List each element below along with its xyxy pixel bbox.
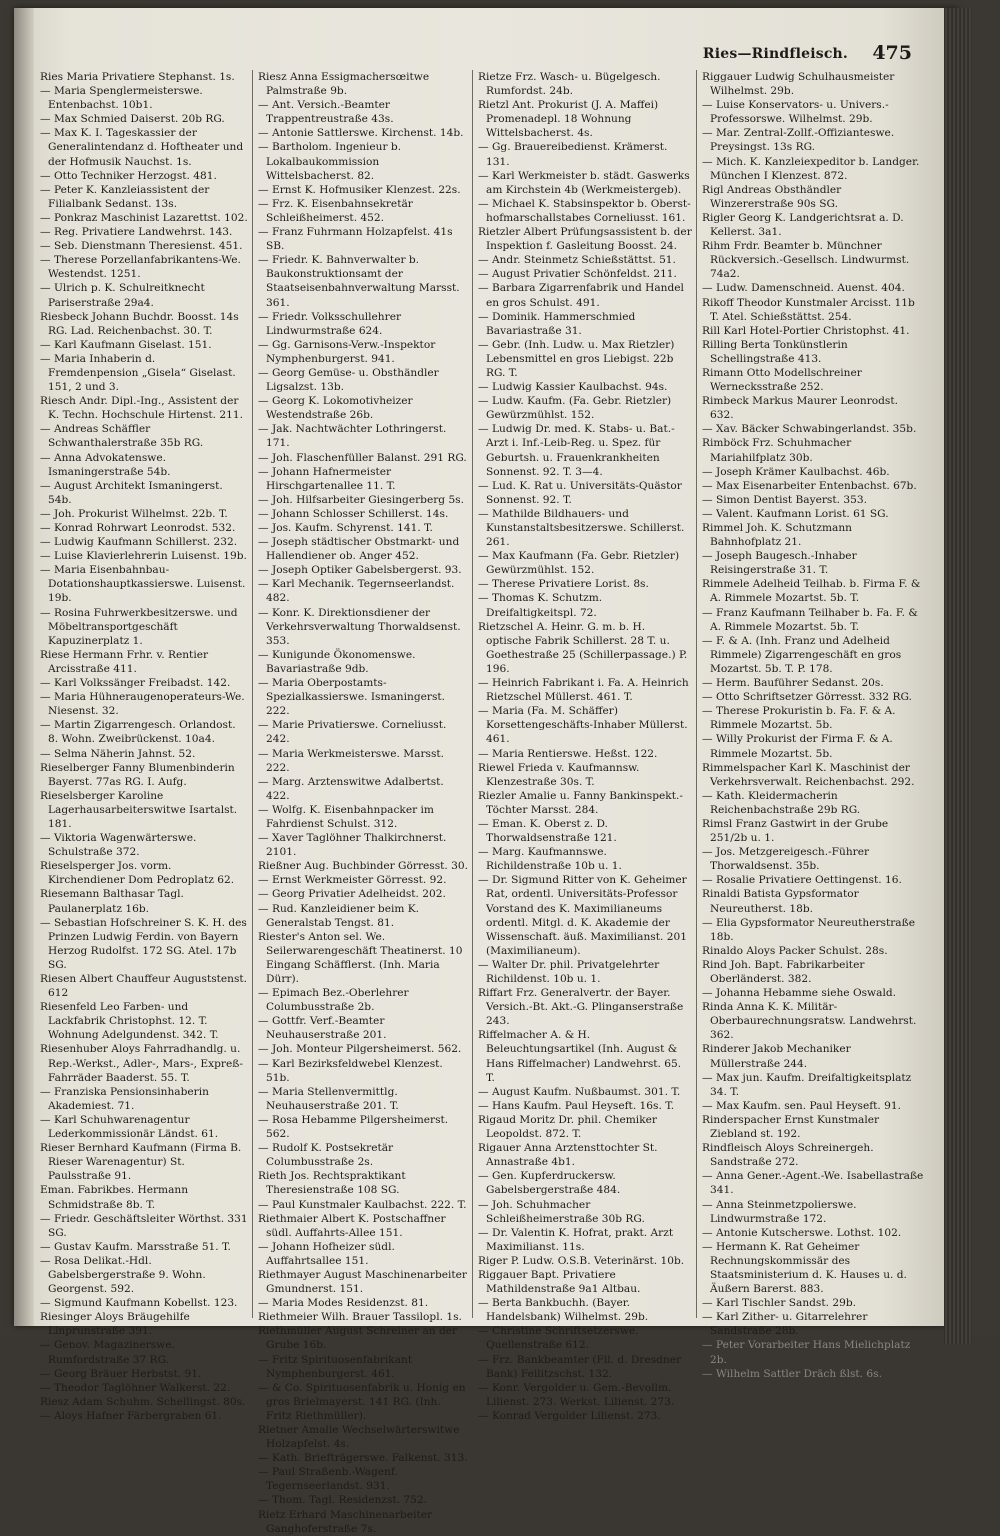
directory-entry: — Franziska Pensionsinhaberin Akademiest. 71. [40,1085,209,1112]
directory-entry: — Lud. K. Rat u. Universitäts-Quästor Sonnenst. 92. T. [478,479,682,506]
directory-entry: Eman. Fabrikbes. Hermann Schmidstraße 8b. T. [40,1184,189,1211]
directory-entry: — Paul Kunstmaler Kaulbachst. 222. T. [258,1198,467,1211]
directory-entry: — Konrad Rohrwart Leonrodst. 532. [40,522,236,534]
directory-entry: — Gen. Kupferdruckersw. Gabelsbergerstraße 484. [478,1170,621,1197]
directory-entry: — Therese Privatiere Lorist. 8s. [478,578,649,591]
directory-entry: — Rosa Hebamme Pilgersheimerst. 562. [258,1113,449,1141]
directory-entry: — Joh. Monteur Pilgersheimerst. 562. [258,1043,462,1056]
directory-entry: — Anna Steinmetzpolierswe. Lindwurmstraße 172. [702,1198,857,1225]
directory-entry: — Valent. Kaufmann Lorist. 61 SG. [702,507,889,520]
directory-columns [40,70,972,1535]
column-1 [40,70,248,1422]
directory-entry: — Georg Privatier Adelheidst. 202. [258,888,446,901]
directory-entry: — Max jun. Kaufm. Dreifaltigkeitsplatz 34. T. [702,1071,912,1098]
directory-entry: — Andr. Steinmetz Schießstättst. 51. [478,254,676,267]
directory-entry: — Ludwig Dr. med. K. Stabs- u. Bat.-Arzt i. Inf.-Leib-Reg. u. Spez. für Geburtsh. u. Frauenkrankheiten Sonnenst. 92. T. 3—4. [478,423,675,478]
directory-entry: — Karl Mechanik. Tegernseerlandst. 482. [258,578,455,605]
directory-entry: Rinda Anna K. K. Militär-Oberbaurechnungsratsw. Landwehrst. 362. [702,1001,917,1042]
directory-entry: — Otto Schriftsetzer Görresst. 332 RG. [702,691,912,704]
directory-entry: — Rosalie Privatiere Oettingenst. 16. [702,874,902,887]
directory-entry: — Maria Stellenvermittlg. Neuhauserstraße 201. T. [258,1085,399,1112]
directory-entry: Riethmüller August Schreiner an der Grube 16b. [258,1325,458,1352]
directory-entry: — Karl Bezirksfeldwebel Klenzest. 51b. [258,1057,443,1084]
directory-entry: Rindfleisch Aloys Schreinergeh. Sandstraße 272. [702,1142,874,1169]
directory-entry: — Max Schmied Daiserst. 20b RG. [40,113,225,126]
directory-entry: — Therese Porzellanfabrikantens-We. Westendst. 1251. [40,254,241,281]
directory-entry: — Karl Kaufmann Giselast. 151. [40,338,212,351]
directory-entry: — Maria Oberpostamts-Spezialkassierswe. Ismaningerst. 222. [258,677,446,718]
directory-entry: — Ludwig Kaufmann Schillerst. 232. [40,536,238,549]
directory-entry: Rill Karl Hotel-Portier Christophst. 41. [702,324,910,337]
column-3 [478,70,692,1422]
directory-entry: Riesemann Balthasar Tagl. Paulanerplatz 16b. [40,888,184,915]
directory-entry: Rinaldo Aloys Packer Schulst. 28s. [702,944,888,957]
directory-entry: Rigauer Anna Arztensttochter St. Annastraße 4b1. [478,1142,658,1169]
page-gutter [14,8,34,1326]
directory-entry: — Dr. Valentin K. Hofrat, prakt. Arzt Maximilianst. 11s. [478,1226,674,1253]
directory-entry: — Johann Hafnermeister Hirschgartenallee 11. T. [258,465,396,492]
directory-entry: Riethmeier Wilh. Brauer Tassilopl. 1s. [258,1311,462,1324]
directory-entry: Riethmayer August Maschinenarbeiter Gmundnerst. 151. [258,1268,467,1296]
directory-entry: — Dr. Sigmund Ritter von K. Geheimer Rat, ordentl. Universitäts-Professor Vorstand des K. Maximilianeums ordentl. Mitgl. d. K. Akademie der Wissenschaft. äuß. Maximilianst. 201 (Maximilianeum). [478,874,687,957]
directory-entry: Rieser Bernhard Kaufmann (Firma B. Rieser Warenagentur) St. Paulsstraße 91. [40,1142,242,1183]
directory-entry: Rinderer Jakob Mechaniker Müllerstraße 244. [702,1043,851,1070]
directory-entry: — & Co. Spirituosenfabrik u. Honig en gros Brielmayerst. 141 RG. (Inh. Fritz Riethmüller). [258,1381,466,1422]
directory-entry: — Friedr. K. Bahnverwalter b. Baukonstruktionsamt der Staatseisenbahnverwaltung Marsst. 361. [258,254,460,309]
directory-entry: — Ernst K. Hofmusiker Klenzest. 22s. [258,183,461,196]
directory-entry: — Maria Spenglermeisterswe. Entenbachst. 10b1. [40,85,203,112]
directory-entry: — Mathilde Bildhauers- und Kunstanstaltsbesitzerswe. Schillerst. 261. [478,507,685,549]
directory-entry: — Dominik. Hammerschmied Bavariastraße 31. [478,310,636,337]
directory-entry: — Karl Schuhwarenagentur Lederkommissionär Ländst. 61. [40,1113,219,1141]
directory-entry: Riesch Andr. Dipl.-Ing., Assistent der K. Techn. Hochschule Hirtenst. 211. [40,395,243,422]
directory-entry: — Max Eisenarbeiter Entenbachst. 67b. [702,479,917,492]
directory-entry: Rigaud Moritz Dr. phil. Chemiker Leopoldst. 872. T. [478,1113,657,1141]
directory-entry: Riewel Frieda v. Kaufmannsw. Klenzestraße 30s. T. [478,761,640,788]
directory-entry: Rießner Aug. Buchbinder Görresst. 30. [258,860,469,873]
directory-entry: Riesenfeld Leo Farben- und Lackfabrik Christophst. 12. T. Wohnung Adelgundenst. 342. T. [40,1001,219,1042]
directory-entry: — Michael K. Stabsinspektor b. Oberst-hofmarschallstabes Corneliusst. 161. [478,197,691,224]
directory-entry: — Rudolf K. Postsekretär Columbusstraße 2s. [258,1142,394,1169]
directory-entry: Riesz Anna Essigmachersœitwe Palmstraße 9b. [258,71,430,98]
directory-entry: — Sebastian Hofschreiner S. K. H. des Prinzen Ludwig Ferdin. von Bayern Herzog Rudolfst. 172 SG. Atel. 17b SG. [40,916,247,971]
directory-entry: — Marg. Kaufmannswe. Richildenstraße 10b u. 1. [478,846,622,873]
directory-entry: Rietzschel A. Heinr. G. m. b. H. optische Fabrik Schillerst. 28 T. u. Goethestraße 25 (Schillerpassage.) P. 196. [478,620,688,675]
directory-entry: — Antonie Sattlerswe. Kirchenst. 14b. [258,127,464,140]
directory-entry: — Joseph Krämer Kaulbachst. 46b. [702,465,890,478]
directory-entry: — Martin Zigarrengesch. Orlandost. 8. Wohn. Zweibrückenst. 10a4. [40,719,236,746]
directory-entry: — Karl Volkssänger Freibadst. 142. [40,677,231,690]
directory-entry: — Joh. Prokurist Wilhelmst. 22b. T. [40,507,228,520]
directory-entry: Rigler Georg K. Landgerichtsrat a. D. Kellerst. 3a1. [702,211,904,239]
directory-entry: — Wolfg. K. Eisenbahnpacker im Fahrdienst Schulst. 312. [258,803,434,830]
directory-entry: — Eman. K. Oberst z. D. Thorwaldsenstraße 121. [478,817,617,845]
directory-entry: — Maria Werkmeisterswe. Marsst. 222. [258,747,445,774]
directory-entry: — Johann Schlosser Schillerst. 14s. [258,507,449,520]
directory-entry: — Selma Näherin Jahnst. 52. [40,747,196,760]
directory-entry: — Ant. Versich.-Beamter Trappentreustraße 43s. [258,99,394,126]
directory-entry: — Thomas K. Schutzm. Dreifaltigkeitspl. 72. [478,592,603,619]
directory-entry: — Karl Werkmeister b. städt. Gaswerks am Kirchstein 4b (Werkmeistergeb). [478,169,690,196]
directory-entry: — Maria Modes Residenzst. 81. [258,1297,429,1310]
directory-entry: — Konrad Vergolder Lilienst. 273. [478,1409,661,1422]
directory-entry: — Georg K. Lokomotivheizer Westendstraße 26b. [258,395,413,422]
directory-entry: — Theodor Taglöhner Walkerst. 22. [40,1381,231,1394]
directory-entry: Rimsl Franz Gastwirt in der Grube 251/2b u. 1. [702,817,889,845]
directory-entry: — August Kaufm. Nußbaumst. 301. T. [478,1085,681,1098]
directory-entry: Riggauer Bapt. Privatiere Mathildenstraße 9a1 Altbau. [478,1268,641,1296]
directory-entry: — Therese Prokuristin b. Fa. F. & A. Rimmele Mozartst. 5b. [702,705,896,732]
directory-entry: — Rosina Fuhrwerkbesitzerswe. und Möbeltransportgeschäft Kapuzinerplatz 1. [40,606,238,647]
directory-entry: — Friedr. Volksschullehrer Lindwurmstraße 624. [258,310,402,337]
directory-entry: Riester's Anton sel. We. Seilerwarengeschäft Theatinerst. 10 Eingang Schäfflerst. (Inh. Maria Dürr). [258,930,463,985]
running-title: Ries—Rindfleisch. [702,46,848,62]
directory-entry: — Gustav Kaufm. Marsstraße 51. T. [40,1240,231,1253]
page-number: 475 [872,42,912,64]
directory-entry: — Reg. Privatiere Landwehrst. 143. [40,226,233,239]
directory-entry: — Heinrich Fabrikant i. Fa. A. Heinrich Rietzschel Müllerst. 461. T. [478,677,689,704]
directory-entry: — Walter Dr. phil. Privatgelehrter Richildenst. 10b u. 1. [478,958,660,985]
directory-entry: — Thom. Tagl. Residenzst. 752. [258,1494,428,1507]
column-divider [252,70,253,1318]
directory-entry: — Joh. Flaschenfüller Balanst. 291 RG. [258,451,467,464]
directory-entry: Rigl Andreas Obsthändler Winzererstraße 90s SG. [702,183,842,210]
directory-entry: — Viktoria Wagenwärterswe. Schulstraße 372. [40,832,197,859]
directory-entry: — Andreas Schäffler Schwanthalerstraße 35b RG. [40,423,204,450]
directory-entry: — Johanna Hebamme siehe Oswald. [702,987,896,1000]
directory-entry: — Johann Hofheizer südl. Auffahrtsallee 151. [258,1240,395,1267]
directory-entry: — Herm. Bauführer Sedanst. 20s. [702,677,884,690]
directory-entry: — Fritz Spirituosenfabrikant Nymphenburgerst. 461. [258,1353,413,1380]
directory-entry: Rinaldi Batista Gypsformator Neureutherst. 18b. [702,888,859,915]
column-divider [696,70,697,1318]
directory-entry: — Ludw. Damenschneid. Auenst. 404. [702,282,905,295]
directory-entry: — Joh. Hilfsarbeiter Giesingerberg 5s. [258,493,464,506]
directory-entry: — Otto Techniker Herzogst. 481. [40,169,217,182]
directory-entry: — Hermann K. Rat Geheimer Rechnungskommissär des Staatsministerium d. K. Hauses u. d. Äußern Barerst. 883. [702,1240,907,1296]
directory-entry: — Konr. K. Direktionsdiener der Verkehrsverwaltung Thorwaldsenst. 353. [258,606,461,647]
directory-entry: Rinderspacher Ernst Kunstmaler Ziebland st. 192. [702,1113,880,1141]
directory-entry: — Rosa Delikat.-Hdl. Gabelsbergerstraße 9. Wohn. Georgenst. 592. [40,1254,206,1296]
directory-entry: — Gg. Garnisons-Verw.-Inspektor Nymphenburgerst. 941. [258,338,436,365]
directory-entry: Riesen Albert Chauffeur Auguststenst. 612 [40,973,248,1000]
directory-entry: Rieth Jos. Rechtspraktikant Theresienstraße 108 SG. [258,1170,406,1197]
directory-entry: Rimann Otto Modellschreiner Wernecksstraße 252. [702,366,862,394]
directory-entry: — Karl Tischler Sandst. 29b. [702,1297,856,1310]
directory-entry: — August Privatier Schönfeldst. 211. [478,268,677,281]
directory-entry: — Mar. Zentral-Zollf.-Offizianteswe. Preysingst. 13s RG. [702,127,895,154]
directory-entry: Rimmel Joh. K. Schutzmann Bahnhofplatz 21. [702,522,852,549]
directory-entry: — Peter Vorarbeiter Hans Mielichplatz 2b. [702,1339,911,1366]
directory-entry: — Luise Klavierlehrerin Luisenst. 19b. [40,550,247,563]
directory-entry: Riggauer Ludwig Schulhausmeister Wilhelmst. 29b. [702,71,895,98]
directory-entry: — Xav. Bäcker Schwabingerlandst. 35b. [702,423,917,436]
directory-entry: — Kunigunde Ökonomenswe. Bavariastraße 9db. [258,648,416,675]
directory-entry: — Joseph Baugesch.-Inhaber Reisingerstraße 31. T. [702,550,857,577]
column-divider [472,70,473,1318]
directory-entry: — Simon Dentist Bayerst. 353. [702,493,867,506]
directory-entry: Riese Hermann Frhr. v. Rentier Arcisstraße 411. [40,648,209,675]
directory-entry: — Maria Rentierswe. Heßst. 122. [478,747,658,760]
directory-entry: Ries Maria Privatiere Stephanst. 1s. [40,71,235,83]
directory-entry: — Genov. Magazinerswe. Rumfordstraße 37 RG. [40,1339,175,1366]
directory-entry: — Frz. Bankbeamter (Fil. d. Dresdner Bank) Feilitzschst. 132. [478,1353,682,1380]
directory-entry: — Franz Fuhrmann Holzapfelst. 41s SB. [258,226,453,253]
directory-entry: — Xaver Taglöhner Thalkirchnerst. 2101. [258,832,447,859]
page-header [14,42,958,72]
directory-entry: — Georg Gemüse- u. Obsthändler Ligsalzst. 13b. [258,366,439,394]
directory-entry: — Joh. Schuhmacher Schleißheimerstraße 30b RG. [478,1198,645,1225]
directory-entry: — Max K. I. Tageskassier der Generalintendanz d. Hoftheater und der Hofmusik Nauchst. 1s. [40,127,244,168]
book-page [14,8,958,1535]
column-2 [258,70,469,1535]
directory-entry: — Maria (Fa. M. Schäffer) Korsettengeschäfts-Inhaber Müllerst. 461. [478,705,688,746]
directory-entry: — Gebr. (Inh. Ludw. u. Max Rietzler) Lebensmittel en gros Liebigst. 22b RG. T. [478,338,675,379]
directory-entry: Rikoff Theodor Kunstmaler Arcisst. 11b T. Atel. Schießstättst. 254. [702,296,915,323]
directory-entry: Rimmele Adelheid Teilhab. b. Firma F. & A. Rimmele Mozartst. 5b. T. [702,578,921,605]
directory-entry: Rimmelspacher Karl K. Maschinist der Verkehrsverwalt. Reichenbachst. 292. [702,761,915,788]
directory-entry: — Christine Schriftsetzerswe. Quellenstraße 612. [478,1325,639,1352]
directory-entry: — Max Kaufmann (Fa. Gebr. Rietzler) Gewürzmühlst. 152. [478,550,680,577]
directory-entry: — Gg. Brauereibedienst. Krämerst. 131. [478,141,668,168]
directory-entry: Rind Joh. Bapt. Fabrikarbeiter Oberländerst. 382. [702,958,865,985]
directory-entry: — Frz. K. Eisenbahnsekretär Schleißheimerst. 452. [258,197,413,224]
directory-entry: — Konr. Vergolder u. Gem.-Bevollm. Lilienst. 273. Werkst. Lilienst. 273. [478,1381,675,1408]
directory-entry: — Maria Inhaberin d. Fremdenpension „Gisela“ Giselast. 151, 2 und 3. [40,352,236,394]
directory-entry: — Ponkraz Maschinist Lazarettst. 102. [40,211,248,224]
directory-entry: — Kath. Briefträgerswe. Falkenst. 313. [258,1452,468,1465]
directory-entry: — Epimach Bez.-Oberlehrer Columbusstraße 2b. [258,987,409,1014]
directory-entry: — Antonie Kutscherswe. Lothst. 102. [702,1226,902,1239]
directory-entry: Riezler Amalie u. Fanny Bankinspekt.-Töchter Marsst. 284. [478,789,683,816]
directory-entry: — Karl Zither- u. Gitarrelehrer Sandstraße 28b. [702,1311,868,1338]
directory-entry: Riesz Adam Schuhm. Schellingst. 80s. [40,1395,246,1408]
directory-entry: Riesbeck Johann Buchdr. Boosst. 14s RG. Lad. Reichenbachst. 30. T. [40,310,239,337]
directory-entry: — Seb. Dienstmann Theresienst. 451. [40,240,243,253]
directory-entry: — Peter K. Kanzleiassistent der Filialbank Sedanst. 13s. [40,183,210,210]
directory-entry: — Ludw. Kaufm. (Fa. Gebr. Rietzler) Gewürzmühlst. 152. [478,395,672,422]
directory-entry: — Rud. Kanzleidiener beim K. Generalstab Tengst. 81. [258,902,420,929]
directory-entry: — Berta Bankbuchh. (Bayer. Handelsbank) Wilhelmst. 29b. [478,1297,649,1324]
directory-entry: — Joseph Optiker Gabelsbergerst. 93. [258,564,462,577]
directory-entry: — Aloys Hafner Färbergraben 61. [40,1409,222,1422]
directory-entry: Rilling Berta Tonkünstlerin Schellingstraße 413. [702,338,848,365]
directory-entry: Rieselsperger Jos. vorm. Kirchendiener Dom Pedroplatz 62. [40,860,235,887]
directory-entry: — Luise Konservators- u. Univers.-Professorswe. Wilhelmst. 29b. [702,99,889,126]
directory-entry: — Barbara Zigarrenfabrik und Handel en gros Schulst. 491. [478,282,684,309]
directory-entry: Riffelmacher A. & H. Beleuchtungsartikel (Inh. August & Hans Riffelmacher) Landwehrst. 65. T. [478,1029,682,1084]
directory-entry: — Paul Straßenb.-Wagenf. Tegernseerlandst. 931. [258,1466,398,1493]
directory-entry: — Jos. Metzgereigesch.-Führer Thorwaldsenst. 35b. [702,846,870,873]
directory-entry: Riesinger Aloys Bräugehilfe Linprunstraße 391. [40,1311,190,1338]
directory-entry: Rietzl Ant. Prokurist (J. A. Maffei) Promenadepl. 18 Wohnung Wittelsbacherst. 4s. [478,99,659,140]
directory-entry: Riesenhuber Aloys Fahrradhandlg. u. Rep.-Werkst., Adler-, Mars-, Expreß-Fahrräder Baaderst. 55. T. [40,1043,243,1084]
directory-entry: — Maria Eisenbahnbau-Dotationshauptkassierswe. Luisenst. 19b. [40,564,246,605]
directory-entry: — Bartholom. Ingenieur b. Lokalbaukommission Wittelsbacherst. 82. [258,141,402,182]
directory-entry: — Jak. Nachtwächter Lothringerst. 171. [258,423,447,450]
directory-entry: — August Architekt Ismaningerst. 54b. [40,479,223,506]
directory-entry: Rietze Frz. Wasch- u. Bügelgesch. Rumfordst. 24b. [478,71,661,98]
column-4 [702,70,924,1380]
directory-entry: — Ulrich p. K. Schulreitknecht Pariserstraße 29a4. [40,282,205,309]
directory-entry: Rietz Erhard Maschinenarbeiter Ganghoferstraße 7s. [258,1508,433,1535]
directory-entry: Rieselberger Fanny Blumenbinderin Bayerst. 77as RG. I. Aufg. [40,761,235,788]
directory-entry: — Ludwig Kassier Kaulbachst. 94s. [478,381,668,394]
directory-entry: Riethmaier Albert K. Postschaffner südl. Auffahrts-Allee 151. [258,1212,446,1239]
directory-entry: — Kath. Kleidermacherin Reichenbachstraße 29b RG. [702,789,861,816]
directory-entry: — Jos. Kaufm. Schyrenst. 141. T. [258,522,433,534]
directory-entry: Riger P. Ludw. O.S.B. Veterinärst. 10b. [478,1254,685,1267]
directory-entry: — Anna Gener.-Agent.-We. Isabellastraße 341. [702,1170,924,1197]
directory-entry: Rietner Amalie Wechselwärterswitwe Holzapfelst. 4s. [258,1424,460,1451]
directory-entry: — Ernst Werkmeister Görresst. 92. [258,874,447,887]
directory-entry: — Mich. K. Kanzleiexpeditor b. Landger. München I Klenzest. 872. [702,155,920,182]
directory-entry: — Friedr. Geschäftsleiter Wörthst. 331 SG. [40,1212,248,1239]
directory-entry: — Franz Kaufmann Teilhaber b. Fa. F. & A. Rimmele Mozartst. 5b. T. [702,606,918,633]
directory-entry: — Georg Bräuer Herbstst. 91. [40,1367,202,1380]
directory-entry: — Maria Hühneraugenoperateurs-We. Niesenst. 32. [40,691,245,718]
directory-entry: — Sigmund Kaufmann Kobellst. 123. [40,1297,238,1310]
directory-entry: — Joseph städtischer Obstmarkt- und Hallendiener ob. Anger 452. [258,536,460,563]
directory-entry: — Max Kaufm. sen. Paul Heyseft. 91. [702,1099,901,1112]
directory-entry: Rieselsberger Karoline Lagerhausarbeiterswitwe Isartalst. 181. [40,789,238,830]
directory-entry: Rihm Frdr. Beamter b. Münchner Rückversich.-Gesellsch. Lindwurmst. 74a2. [702,240,910,281]
directory-entry: Rimböck Frz. Schuhmacher Mariahilfplatz 30b. [702,437,852,464]
directory-entry: — Hans Kaufm. Paul Heyseft. 16s. T. [478,1099,675,1112]
directory-entry: Rimbeck Markus Maurer Leonrodst. 632. [702,395,898,422]
directory-entry: — Marg. Arztenswitwe Adalbertst. 422. [258,775,444,802]
directory-entry: Riffart Frz. Generalvertr. der Bayer. Versich.-Bt. Akt.-G. Plinganserstraße 243. [478,987,684,1028]
directory-entry: — Willy Prokurist der Firma F. & A. Rimmele Mozartst. 5b. [702,733,893,760]
directory-entry: — Marie Privatierswe. Corneliusst. 242. [258,719,447,746]
directory-entry: — F. & A. (Inh. Franz und Adelheid Rimmele) Zigarrengeschäft en gros Mozartst. 5b. T. P. 178. [702,634,902,675]
directory-entry: — Elia Gypsformator Neureutherstraße 18b. [702,916,915,943]
directory-entry: Rietzler Albert Prüfungsassistent b. der Inspektion f. Gasleitung Boosst. 24. [478,226,692,253]
directory-entry: — Anna Advokatenswe. Ismaningerstraße 54b. [40,451,171,478]
directory-entry: — Wilhelm Sattler Dräch ßlst. 6s. [702,1367,882,1380]
directory-entry: — Gottfr. Verf.-Beamter Neuhauserstraße 201. [258,1015,387,1042]
